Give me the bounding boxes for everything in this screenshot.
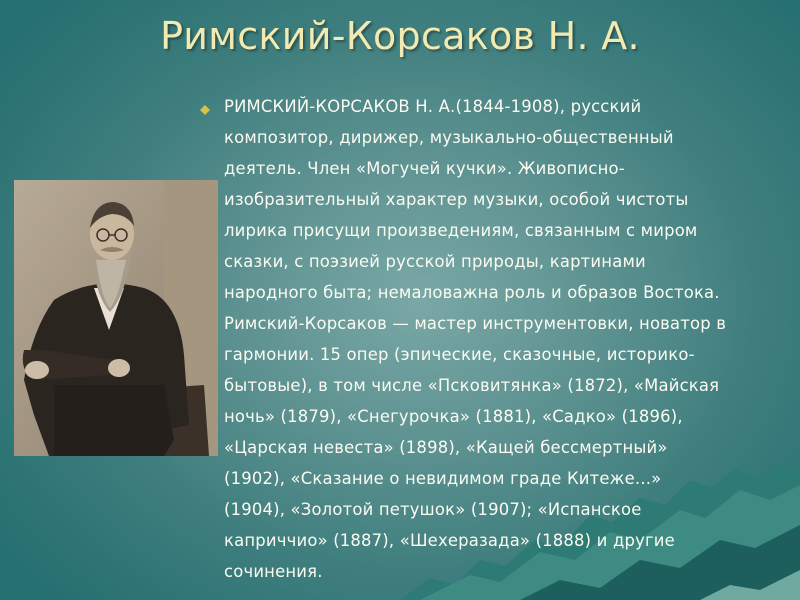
slide-title: Римский-Корсаков Н. А. [160, 14, 640, 58]
biography-line: сказки, с поэзией русской природы, картинами [224, 252, 646, 271]
biography-line: композитор, дирижер, музыкально-общественный [224, 128, 674, 147]
biography-line: деятель. Член «Могучей кучки». Живописно- [224, 159, 625, 178]
biography-line: изобразительный характер музыки, особой чистоты [224, 190, 689, 209]
diamond-bullet-icon [200, 105, 210, 115]
composer-portrait [14, 180, 218, 456]
biography-line: РИМСКИЙ-КОРСАКОВ Н. А.(1844-1908), русский [224, 97, 642, 116]
biography-line: гармонии. 15 опер (эпические, сказочные, историко- [224, 345, 695, 364]
biography-line: «Царская невеста» (1898), «Кащей бессмертный» [224, 438, 668, 457]
biography-line: Римский-Корсаков — мастер инструментовки, новатор в [224, 314, 727, 333]
biography-line: каприччио» (1887), «Шехеразада» (1888) и другие [224, 531, 675, 550]
biography-line: народного быта; немаловажна роль и образов Востока. [224, 283, 720, 302]
biography-line: ночь» (1879), «Снегурочка» (1881), «Садко» (1896), [224, 407, 683, 426]
biography-line: бытовые), в том числе «Псковитянка» (1872), «Майская [224, 376, 720, 395]
biography-line: (1904), «Золотой петушок» (1907); «Испанское [224, 500, 642, 519]
biography-text [224, 91, 800, 587]
biography-line: сочинения. [224, 562, 323, 581]
biography-line: лирика присущи произведениям, связанным с миром [224, 221, 698, 240]
biography-line: (1902), «Сказание о невидимом граде Китеже...» [224, 469, 662, 488]
